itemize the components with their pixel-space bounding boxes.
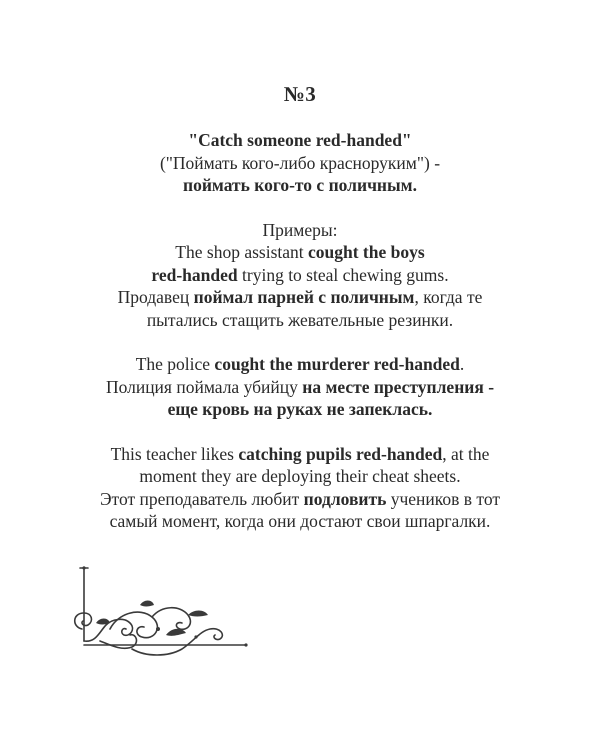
text-run: The shop assistant xyxy=(175,242,308,262)
text-run: , at the xyxy=(442,443,490,464)
example1-russian-line2: пытались стащить жевательные резинки. xyxy=(146,309,454,330)
highlight-run: на месте преступления - xyxy=(302,376,495,397)
example1-russian-line1 xyxy=(40,286,560,309)
idiom-meaning: поймать кого-то с поличным. xyxy=(183,175,417,195)
text-run: учеников в тот xyxy=(386,488,500,509)
highlight-run: catching pupils red-handed xyxy=(238,443,443,464)
highlight-run: red-handed xyxy=(151,264,238,285)
example3-russian-line1 xyxy=(40,488,560,511)
page-number-heading: №3 xyxy=(283,82,317,106)
idiom-literal-translation: ("Поймать кого-либо красноруким") - xyxy=(159,152,441,173)
idiom-title: "Catch someone red-handed" xyxy=(188,130,412,150)
text-run: Полиция поймала убийцу xyxy=(105,376,303,397)
spacer xyxy=(40,197,560,219)
example3-english-line2: moment they are deploying their cheat sheets. xyxy=(139,466,461,486)
example2-english xyxy=(40,353,560,376)
example3-english-line1 xyxy=(40,443,560,466)
highlight-run: cought the boys xyxy=(308,242,425,262)
highlight-run: поймал парней с поличным xyxy=(193,287,415,307)
flourish-corner-ornament-icon xyxy=(70,565,250,670)
spacer xyxy=(40,421,560,443)
examples-label: Примеры: xyxy=(262,219,338,240)
text-run: trying to steal chewing gums. xyxy=(237,264,449,285)
highlight-run: cought the murderer red-handed xyxy=(214,354,460,374)
text-run: . xyxy=(459,354,465,374)
highlight-run: подловить xyxy=(303,488,387,509)
text-run: The police xyxy=(135,354,215,374)
idiom-content xyxy=(40,129,560,533)
text-run: This teacher likes xyxy=(110,443,239,464)
example1-english-line1 xyxy=(40,241,560,264)
example3-russian-line2: самый момент, когда они достают свои шпаргалки. xyxy=(109,511,491,531)
example2-russian-line1 xyxy=(40,376,560,399)
spacer xyxy=(40,331,560,353)
text-run: Продавец xyxy=(117,287,194,307)
text-run: , когда те xyxy=(414,287,483,307)
text-run: Этот преподаватель любит xyxy=(100,488,304,509)
example1-english-line2 xyxy=(40,264,560,287)
example2-russian-line2: еще кровь на руках не запеклась. xyxy=(167,399,433,419)
